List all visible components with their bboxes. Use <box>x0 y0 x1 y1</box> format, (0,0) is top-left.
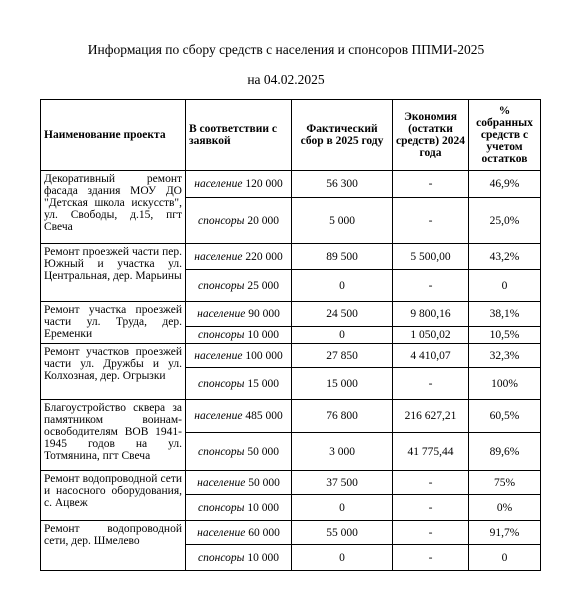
actual-collected-cell: 76 800 <box>292 400 393 433</box>
percent-cell: 38,1% <box>469 302 541 327</box>
economy-cell: 1 050,02 <box>393 327 469 344</box>
application-cell <box>186 344 292 368</box>
actual-collected-cell: 89 500 <box>292 244 393 270</box>
economy-cell: - <box>393 545 469 571</box>
economy-cell: 41 775,44 <box>393 433 469 471</box>
economy-cell: 216 627,21 <box>393 400 469 433</box>
economy-cell: 9 800,16 <box>393 302 469 327</box>
actual-collected-cell: 0 <box>292 545 393 571</box>
table-row <box>41 400 541 433</box>
actual-collected-cell: 5 000 <box>292 198 393 244</box>
actual-collected-cell: 55 000 <box>292 521 393 545</box>
project-name-cell: Благоустройство сквера за памятником воинам-освободителям ВОВ 1941-1945 годов на ул. Тотмянина, пгт Свеча <box>41 400 186 471</box>
percent-cell: 0% <box>469 495 541 521</box>
column-header-economy: Экономия (остатки средств) 2024 года <box>393 100 469 171</box>
table-row <box>41 171 541 198</box>
application-cell <box>186 471 292 495</box>
application-cell <box>186 171 292 198</box>
source-kind: спонсоры <box>198 329 245 341</box>
actual-collected-cell: 3 000 <box>292 433 393 471</box>
actual-collected-cell: 0 <box>292 327 393 344</box>
percent-cell: 25,0% <box>469 198 541 244</box>
source-kind: спонсоры <box>198 279 245 292</box>
project-name-cell: Декоративный ремонт фасада здания МОУ ДО "Детская школа искусств", ул. Свободы, д.15, пгт Свеча <box>41 171 186 244</box>
table-row <box>41 471 541 495</box>
application-cell <box>186 495 292 521</box>
table-row <box>41 302 541 327</box>
actual-collected-cell: 37 500 <box>292 471 393 495</box>
application-cell <box>186 198 292 244</box>
table-row <box>41 521 541 545</box>
application-amount: 60 000 <box>248 526 280 539</box>
economy-cell: - <box>393 495 469 521</box>
document-title: Информация по сбору средств с населения и спонсоров ППМИ-2025 <box>87 42 485 57</box>
project-name-cell: Ремонт водопроводной сети, дер. Шмелево <box>41 521 186 571</box>
actual-collected-cell: 56 300 <box>292 171 393 198</box>
project-name-cell: Ремонт проезжей части пер. Южный и участка ул. Центральная, дер. Марьины <box>41 244 186 302</box>
source-kind: население <box>194 349 243 362</box>
project-name-cell: Ремонт участков проезжей части ул. Дружбы и ул. Колхозная, дер. Огрызки <box>41 344 186 400</box>
source-kind: население <box>194 410 243 422</box>
document-date: на 04.02.2025 <box>247 72 325 87</box>
application-amount: 10 000 <box>247 329 279 341</box>
source-kind: население <box>197 476 246 489</box>
application-cell <box>186 545 292 571</box>
actual-collected-cell: 0 <box>292 495 393 521</box>
column-header-actual: Фактический сбор в 2025 году <box>292 100 393 171</box>
application-cell <box>186 400 292 433</box>
percent-cell: 0 <box>469 270 541 302</box>
percent-cell: 32,3% <box>469 344 541 368</box>
percent-cell: 0 <box>469 545 541 571</box>
economy-cell: - <box>393 171 469 198</box>
application-amount: 20 000 <box>247 214 279 227</box>
percent-cell: 60,5% <box>469 400 541 433</box>
table-body <box>41 171 541 571</box>
application-amount: 90 000 <box>248 308 280 320</box>
project-name-cell: Ремонт водопроводной сети и насосного оборудования, с. Ацвеж <box>41 471 186 521</box>
percent-cell: 89,6% <box>469 433 541 471</box>
column-header-project: Наименование проекта <box>41 100 186 171</box>
source-kind: население <box>197 308 246 320</box>
actual-collected-cell: 0 <box>292 270 393 302</box>
application-cell <box>186 433 292 471</box>
source-kind: население <box>197 526 246 539</box>
source-kind: население <box>194 250 243 263</box>
percent-cell: 75% <box>469 471 541 495</box>
economy-cell: - <box>393 471 469 495</box>
percent-cell: 91,7% <box>469 521 541 545</box>
economy-cell: 5 500,00 <box>393 244 469 270</box>
application-cell <box>186 521 292 545</box>
actual-collected-cell: 24 500 <box>292 302 393 327</box>
economy-cell: - <box>393 521 469 545</box>
application-cell <box>186 327 292 344</box>
actual-collected-cell: 27 850 <box>292 344 393 368</box>
application-cell <box>186 368 292 400</box>
project-name-cell: Ремонт участка проезжей части ул. Труда, дер. Еременки <box>41 302 186 344</box>
economy-cell: - <box>393 270 469 302</box>
source-kind: спонсоры <box>198 501 245 514</box>
application-amount: 220 000 <box>245 250 283 263</box>
column-header-application: В соответствии с заявкой <box>186 100 292 171</box>
percent-cell: 10,5% <box>469 327 541 344</box>
application-amount: 25 000 <box>247 279 279 292</box>
application-amount: 50 000 <box>247 445 279 458</box>
application-cell <box>186 270 292 302</box>
table-row <box>41 244 541 270</box>
application-amount: 10 000 <box>247 551 279 564</box>
column-header-percent: % собранных средств с учетом остатков <box>469 100 541 171</box>
percent-cell: 100% <box>469 368 541 400</box>
application-amount: 100 000 <box>245 349 283 362</box>
table-row <box>41 344 541 368</box>
actual-collected-cell: 15 000 <box>292 368 393 400</box>
percent-cell: 43,2% <box>469 244 541 270</box>
source-kind: спонсоры <box>198 551 245 564</box>
application-amount: 10 000 <box>247 501 279 514</box>
percent-cell: 46,9% <box>469 171 541 198</box>
application-cell <box>186 244 292 270</box>
application-amount: 15 000 <box>247 377 279 390</box>
application-amount: 485 000 <box>245 410 283 422</box>
source-kind: спонсоры <box>198 377 245 390</box>
source-kind: спонсоры <box>198 445 245 458</box>
application-cell <box>186 302 292 327</box>
economy-cell: - <box>393 368 469 400</box>
source-kind: спонсоры <box>198 214 245 227</box>
source-kind: население <box>194 178 243 190</box>
economy-cell: 4 410,07 <box>393 344 469 368</box>
funds-table <box>40 99 541 571</box>
application-amount: 50 000 <box>248 476 280 489</box>
application-amount: 120 000 <box>245 178 283 190</box>
table-header-row <box>41 100 541 171</box>
economy-cell: - <box>393 198 469 244</box>
